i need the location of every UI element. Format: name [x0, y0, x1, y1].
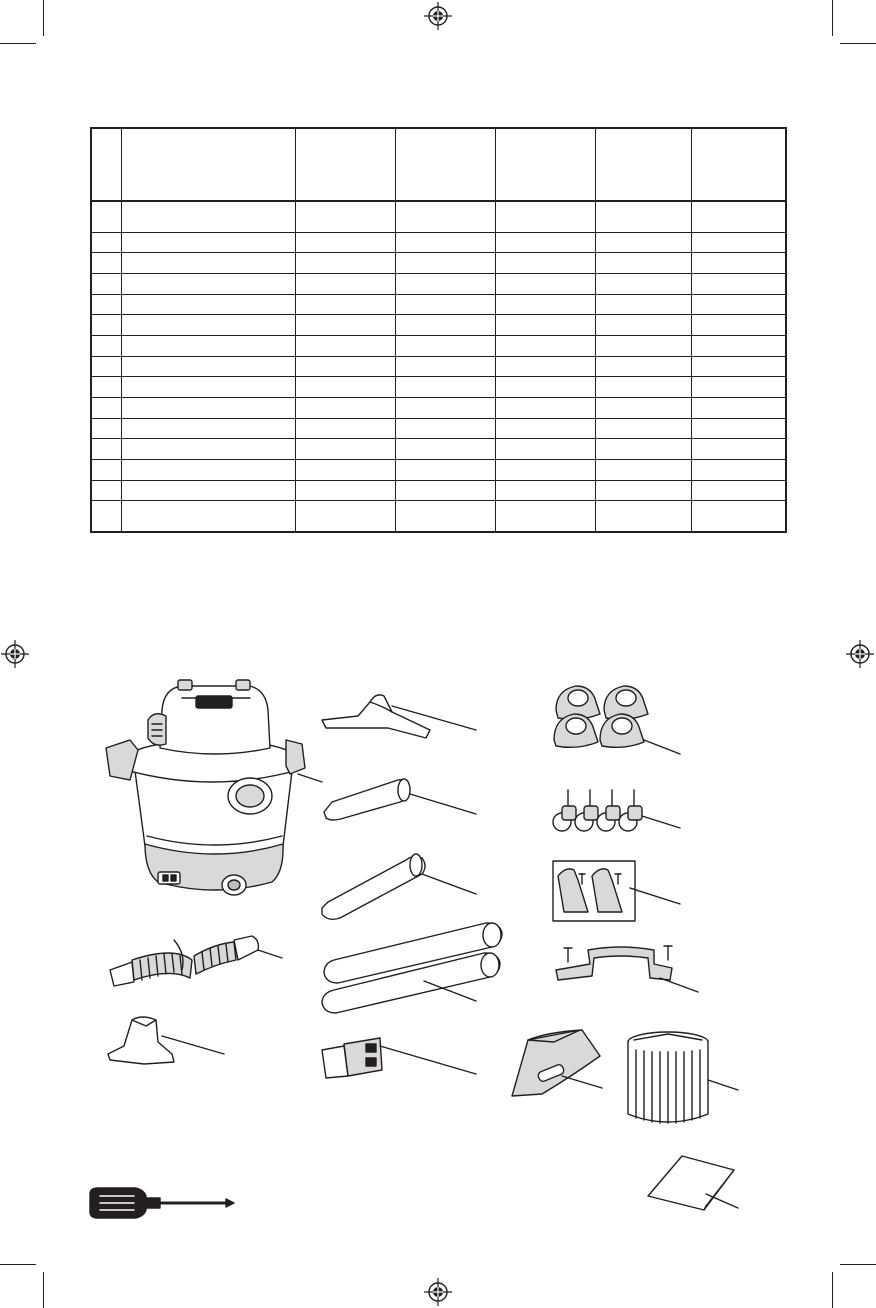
accessory-holders-illustration	[552, 860, 684, 922]
table-row	[91, 201, 786, 232]
registration-mark-icon	[1, 640, 29, 668]
table-cell	[121, 439, 295, 460]
table-cell	[91, 418, 121, 439]
table-cell	[691, 201, 786, 232]
caster-feet-illustration	[550, 680, 684, 756]
table-cell	[295, 335, 395, 356]
crop-mark	[43, 0, 44, 36]
table-cell	[395, 253, 495, 274]
table-cell	[121, 501, 295, 532]
table-cell	[91, 232, 121, 253]
table-cell	[495, 398, 595, 419]
table-cell	[495, 501, 595, 532]
table-cell	[395, 398, 495, 419]
registration-mark-icon	[424, 1278, 452, 1306]
table-cell	[91, 356, 121, 377]
table-cell	[691, 335, 786, 356]
table-cell	[691, 315, 786, 336]
table-cell	[595, 398, 691, 419]
table-row	[91, 460, 786, 481]
table-cell	[691, 480, 786, 501]
table-cell	[691, 460, 786, 481]
table-header-cell	[595, 128, 691, 201]
table-cell	[495, 480, 595, 501]
table-cell	[295, 253, 395, 274]
table-cell	[295, 501, 395, 532]
table-cell	[395, 501, 495, 532]
table-cell	[121, 253, 295, 274]
table-cell	[121, 398, 295, 419]
table-header-cell	[295, 128, 395, 201]
table-cell	[395, 315, 495, 336]
table-cell	[691, 232, 786, 253]
table-cell	[91, 460, 121, 481]
table-cell	[691, 398, 786, 419]
table-cell	[295, 356, 395, 377]
table-cell	[121, 460, 295, 481]
table-cell	[395, 356, 495, 377]
table-cell	[91, 398, 121, 419]
table-row	[91, 315, 786, 336]
table-cell	[121, 294, 295, 315]
table-cell	[395, 335, 495, 356]
table-cell	[595, 439, 691, 460]
table-cell	[595, 501, 691, 532]
table-cell	[91, 201, 121, 232]
crop-mark	[840, 43, 876, 44]
crop-mark	[832, 1272, 833, 1308]
table-header-cell	[91, 128, 121, 201]
table-cell	[395, 294, 495, 315]
table-cell	[295, 398, 395, 419]
table-cell	[295, 294, 395, 315]
table-cell	[91, 480, 121, 501]
table-cell	[295, 232, 395, 253]
table-cell	[121, 335, 295, 356]
table-cell	[595, 335, 691, 356]
gulper-nozzle-illustration	[104, 1014, 228, 1070]
table-cell	[91, 501, 121, 532]
crop-mark	[832, 0, 833, 36]
table-row	[91, 294, 786, 315]
table-cell	[495, 273, 595, 294]
table-cell	[121, 232, 295, 253]
table-cell	[691, 501, 786, 532]
table-row	[91, 501, 786, 532]
table-cell	[495, 232, 595, 253]
crop-mark	[0, 43, 36, 44]
table-header-row	[91, 128, 786, 201]
table-cell	[91, 253, 121, 274]
table-cell	[495, 418, 595, 439]
table-cell	[495, 253, 595, 274]
table-cell	[691, 253, 786, 274]
table-cell	[595, 273, 691, 294]
car-nozzle-illustration	[318, 772, 480, 824]
table-cell	[595, 418, 691, 439]
crop-mark	[840, 1264, 876, 1265]
table-row	[91, 418, 786, 439]
crop-mark	[43, 1272, 44, 1308]
parts-table	[90, 127, 787, 533]
table-cell	[495, 335, 595, 356]
table-cell	[91, 294, 121, 315]
table-cell	[691, 356, 786, 377]
table-cell	[495, 439, 595, 460]
table-cell	[91, 377, 121, 398]
crevice-tool-illustration	[318, 848, 480, 920]
table-cell	[395, 273, 495, 294]
table-header-cell	[395, 128, 495, 201]
table-cell	[691, 418, 786, 439]
table-cell	[691, 439, 786, 460]
table-cell	[595, 315, 691, 336]
table-cell	[595, 253, 691, 274]
table-cell	[495, 377, 595, 398]
table-cell	[595, 460, 691, 481]
table-row	[91, 377, 786, 398]
table-cell	[595, 377, 691, 398]
table-cell	[495, 315, 595, 336]
carry-handle-illustration	[550, 942, 702, 998]
crop-mark	[0, 1264, 36, 1265]
cartridge-filter-illustration	[624, 1030, 742, 1130]
registration-mark-icon	[424, 2, 452, 30]
table-row	[91, 273, 786, 294]
table-row	[91, 232, 786, 253]
table-cell	[691, 294, 786, 315]
table-cell	[495, 201, 595, 232]
blower-adapter-illustration	[318, 1030, 480, 1084]
screwdriver-illustration	[86, 1186, 238, 1220]
table-cell	[295, 377, 395, 398]
registration-mark-icon	[846, 640, 874, 668]
table-cell	[295, 439, 395, 460]
table-cell	[91, 439, 121, 460]
table-row	[91, 398, 786, 419]
table-cell	[91, 315, 121, 336]
table-cell	[495, 460, 595, 481]
table-cell	[121, 480, 295, 501]
table-cell	[595, 356, 691, 377]
table-header-cell	[121, 128, 295, 201]
table-cell	[595, 294, 691, 315]
table-cell	[295, 315, 395, 336]
table-header-cell	[691, 128, 786, 201]
table-cell	[295, 460, 395, 481]
extension-wands-illustration	[318, 915, 502, 1021]
utility-nozzle-illustration	[318, 690, 480, 750]
table-cell	[121, 315, 295, 336]
table-cell	[595, 201, 691, 232]
table-cell	[691, 273, 786, 294]
table-cell	[295, 418, 395, 439]
table-cell	[91, 273, 121, 294]
table-cell	[395, 480, 495, 501]
table-cell	[121, 273, 295, 294]
table-cell	[121, 201, 295, 232]
table-cell	[395, 460, 495, 481]
table-cell	[121, 418, 295, 439]
table-header-cell	[495, 128, 595, 201]
table-cell	[691, 377, 786, 398]
table-row	[91, 356, 786, 377]
owners-manual-illustration	[644, 1152, 742, 1214]
table-cell	[395, 439, 495, 460]
table-row	[91, 439, 786, 460]
table-cell	[495, 356, 595, 377]
wet-dry-vacuum-illustration	[100, 676, 330, 906]
table-cell	[295, 201, 395, 232]
tool-caddy-illustration	[508, 1026, 606, 1102]
hose-illustration	[104, 930, 286, 990]
table-row	[91, 253, 786, 274]
table-cell	[495, 294, 595, 315]
table-cell	[595, 480, 691, 501]
table-cell	[395, 201, 495, 232]
table-cell	[395, 232, 495, 253]
table-cell	[295, 480, 395, 501]
table-row	[91, 480, 786, 501]
table-cell	[91, 335, 121, 356]
table-body	[91, 201, 786, 532]
table-cell	[395, 418, 495, 439]
table-cell	[395, 377, 495, 398]
table-cell	[595, 232, 691, 253]
casters-illustration	[550, 786, 684, 836]
table-row	[91, 335, 786, 356]
table-cell	[121, 356, 295, 377]
table-cell	[295, 273, 395, 294]
table-cell	[121, 377, 295, 398]
